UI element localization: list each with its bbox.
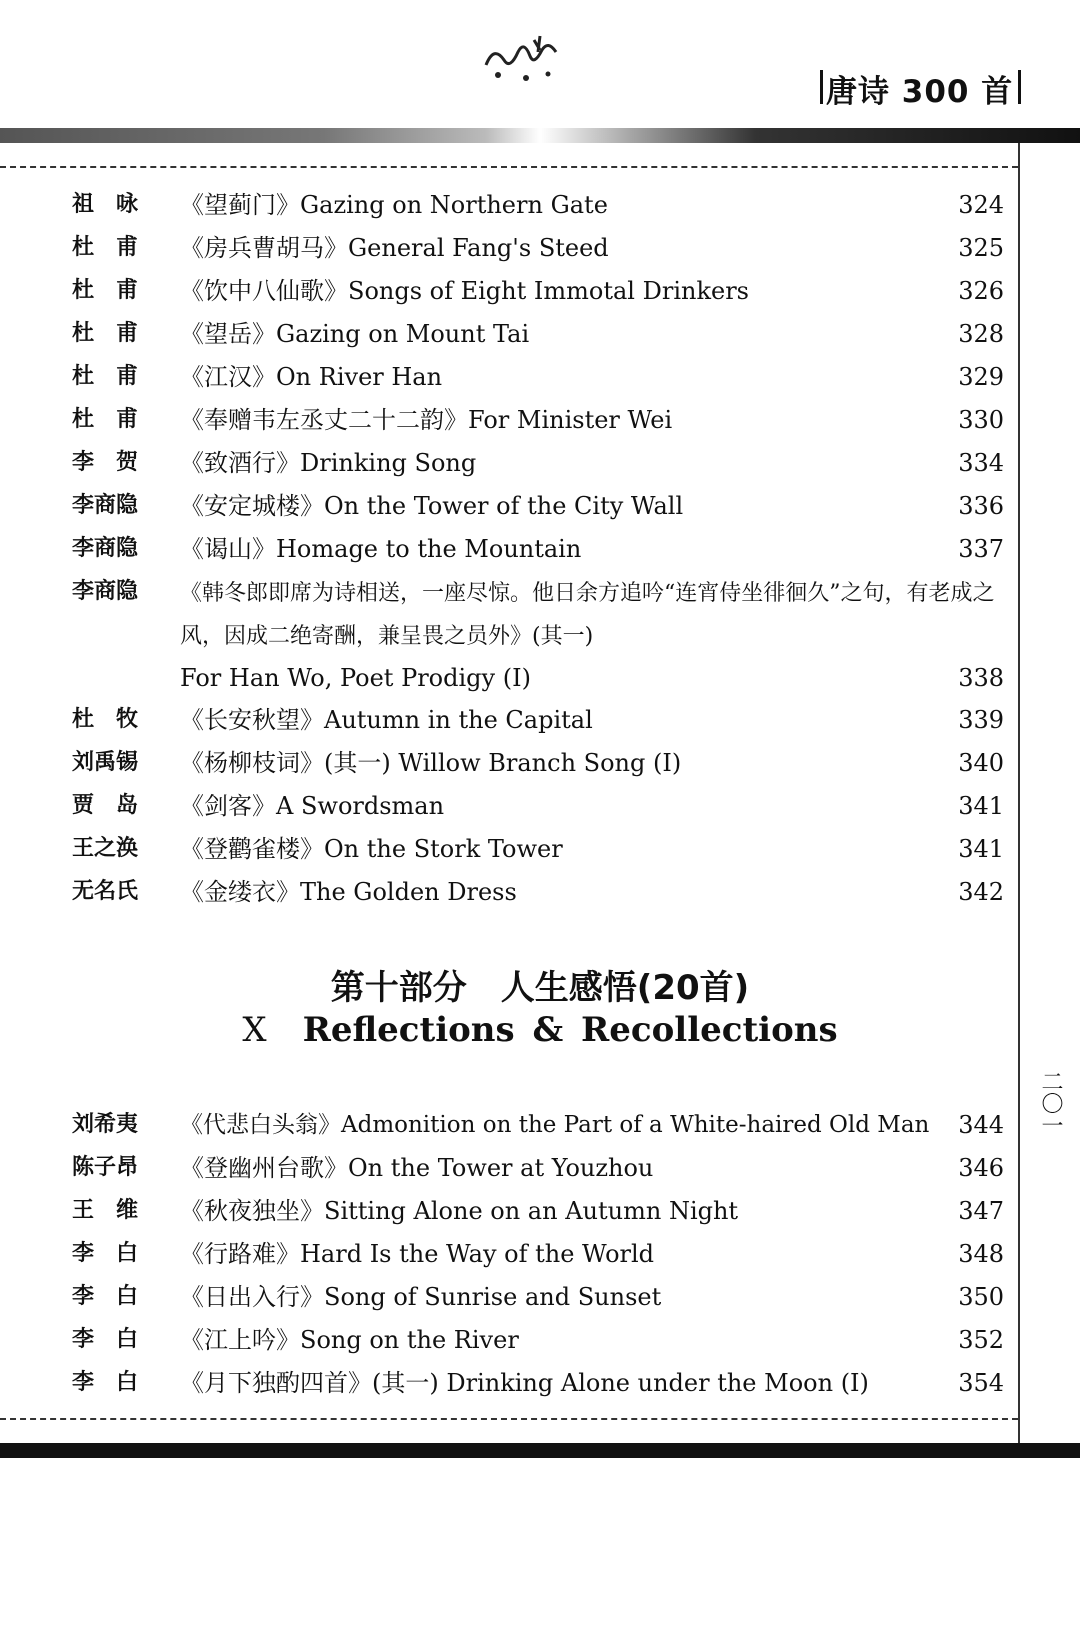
page-number: 340: [958, 749, 1004, 777]
page-number: 330: [958, 406, 1004, 434]
poem-title: 《杨柳枝词》(其一) Willow Branch Song (Ⅰ): [180, 749, 682, 777]
running-title-bar-left: [820, 70, 823, 104]
page-number: 350: [958, 1283, 1004, 1311]
section-title-english-text: Reflections & Recollections: [302, 1010, 838, 1050]
poem-title: 《剑客》A Swordsman: [180, 792, 445, 820]
page-number: 354: [958, 1369, 1004, 1397]
section-title-chinese: 第十部分 人生感悟(20首): [330, 968, 750, 1008]
poem-title: 《代悲白头翁》Admonition on the Part of a White-haired Old Man: [180, 1112, 930, 1138]
page-number: 325: [958, 234, 1004, 262]
toc-entry: [0, 1148, 1004, 1188]
running-title: 唐诗 300 首: [826, 74, 1014, 110]
toc-entry: [0, 228, 1004, 268]
author: 杜 甫: [72, 278, 139, 303]
poem-title: 《日出入行》Song of Sunrise and Sunset: [180, 1283, 662, 1311]
author: 杜 牧: [72, 707, 139, 732]
poem-title: 《月下独酌四首》(其一) Drinking Alone under the Moon (Ⅰ): [180, 1369, 869, 1397]
page-number: 348: [958, 1240, 1004, 1268]
page-number: 337: [958, 535, 1004, 563]
section-title-english: [0, 1010, 1080, 1050]
author: 李 白: [72, 1327, 139, 1352]
toc-entry: [0, 786, 1004, 826]
page-number: 346: [958, 1154, 1004, 1182]
poem-title: 《江汉》On River Han: [180, 363, 443, 391]
page-number: 344: [958, 1111, 1004, 1139]
dashed-rule-top: [0, 166, 1018, 168]
page-number: 341: [958, 792, 1004, 820]
toc-entry: [0, 1234, 1004, 1274]
page-number: 352: [958, 1326, 1004, 1354]
author: 李商隐: [72, 536, 139, 561]
author: 杜 甫: [72, 235, 139, 260]
author: 李商隐: [72, 579, 139, 604]
author: 李 白: [72, 1241, 139, 1266]
author: 无名氏: [72, 879, 139, 904]
page-number: 334: [958, 449, 1004, 477]
right-margin-rule: [1018, 143, 1020, 1443]
dashed-rule-bottom: [0, 1418, 1018, 1420]
poem-title: 《长安秋望》Autumn in the Capital: [180, 706, 593, 734]
toc-entry: [0, 486, 1004, 526]
page-number: 342: [958, 878, 1004, 906]
poem-title: 《登鹳雀楼》On the Stork Tower: [180, 835, 563, 863]
page-number: 328: [958, 320, 1004, 348]
toc-entry: [0, 314, 1004, 354]
poem-title: 《安定城楼》On the Tower of the City Wall: [180, 492, 684, 520]
author: 李商隐: [72, 493, 139, 518]
toc-entry: [0, 872, 1004, 912]
bottom-rule: [0, 1443, 1080, 1458]
page-number: 324: [958, 191, 1004, 219]
poem-title: 《房兵曹胡马》General Fang's Steed: [180, 234, 609, 262]
side-page-number: 二〇一: [1038, 1070, 1063, 1136]
toc-entry: [0, 357, 1004, 397]
poem-title: 《望岳》Gazing on Mount Tai: [180, 320, 530, 348]
poem-title: 《金缕衣》The Golden Dress: [180, 878, 517, 906]
poem-title: 《奉赠韦左丞丈二十二韵》For Minister Wei: [180, 406, 673, 434]
toc-entry: [0, 743, 1004, 783]
author: 刘希夷: [72, 1112, 139, 1137]
page-number: 329: [958, 363, 1004, 391]
author: 杜 甫: [72, 407, 139, 432]
poem-title: 《致酒行》Drinking Song: [180, 449, 477, 477]
poem-title: 《秋夜独坐》Sitting Alone on an Autumn Night: [180, 1197, 739, 1225]
toc-entry-long: [0, 572, 1004, 702]
author: 王 维: [72, 1198, 139, 1223]
section-numeral: X: [242, 1010, 267, 1050]
toc-entry: [0, 1320, 1004, 1360]
poem-title: 《行路难》Hard Is the Way of the World: [180, 1240, 655, 1268]
page-number: 347: [958, 1197, 1004, 1225]
poem-title: 《望蓟门》Gazing on Northern Gate: [180, 191, 608, 219]
page-number: 336: [958, 492, 1004, 520]
page-number: 341: [958, 835, 1004, 863]
toc-entry: [0, 185, 1004, 225]
toc-entry: [0, 271, 1004, 311]
top-rule: [0, 128, 1080, 143]
toc-entry: [0, 1277, 1004, 1317]
author: 杜 甫: [72, 321, 139, 346]
author: 李 白: [72, 1284, 139, 1309]
toc-entry: [0, 829, 1004, 869]
author: 刘禹锡: [72, 750, 139, 775]
author: 祖 咏: [72, 192, 139, 217]
page-number: 339: [958, 706, 1004, 734]
toc-entry: [0, 400, 1004, 440]
author: 王之涣: [72, 836, 139, 861]
page-number: 338: [958, 664, 1004, 692]
author: 陈子昂: [72, 1155, 139, 1180]
toc-entry: [0, 700, 1004, 740]
decorative-ornament: [478, 30, 568, 90]
poem-title: 《韩冬郎即席为诗相送，一座尽惊。他日余方追吟“连宵侍坐徘徊久”之句，有老成之风，因成二绝寄酬，兼呈畏之员外》(其一): [180, 581, 995, 649]
poem-title: 《登幽州台歌》On the Tower at Youzhou: [180, 1154, 654, 1182]
poem-title: 《江上吟》Song on the River: [180, 1326, 519, 1354]
toc-entry: [0, 1191, 1004, 1231]
toc-entry: [0, 1363, 1004, 1403]
toc-entry: [0, 529, 1004, 569]
poem-title: 《谒山》Homage to the Mountain: [180, 535, 582, 563]
author: 杜 甫: [72, 364, 139, 389]
author: 贾 岛: [72, 793, 139, 818]
author: 李 贺: [72, 450, 139, 475]
toc-entry: [0, 443, 1004, 483]
poem-title: 《饮中八仙歌》Songs of Eight Immotal Drinkers: [180, 277, 749, 305]
page-number: 326: [958, 277, 1004, 305]
poem-title-english: For Han Wo, Poet Prodigy (Ⅰ): [180, 664, 531, 692]
toc-entry: [0, 1105, 1004, 1145]
running-title-bar-right: [1018, 70, 1021, 104]
author: 李 白: [72, 1370, 139, 1395]
